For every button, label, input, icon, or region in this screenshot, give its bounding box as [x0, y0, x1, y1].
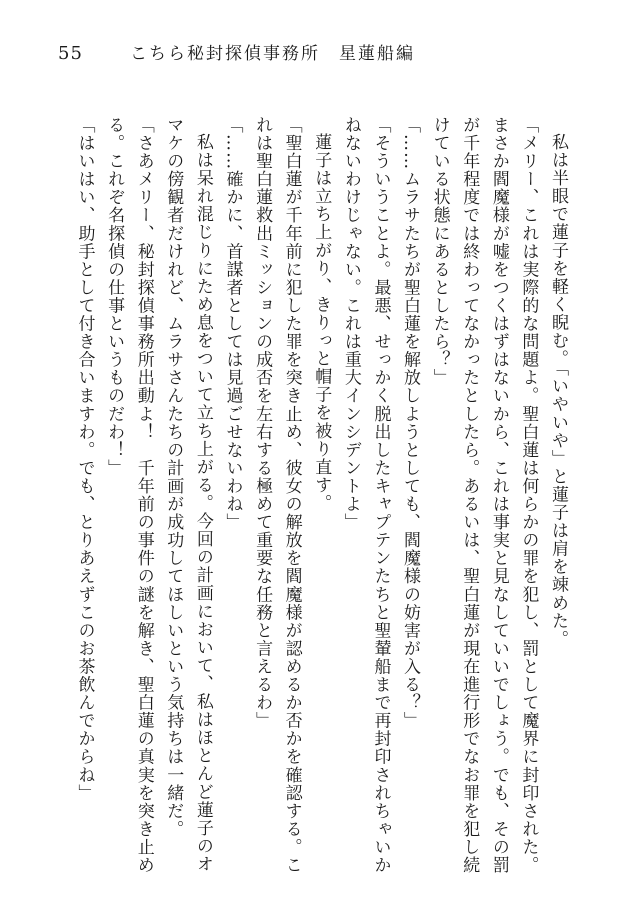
paragraph: 「はいはい、助手として付き合いますわ。でも、とりあえずこのお茶飲んでからね」: [74, 116, 95, 802]
paragraph: 私は半眼で蓮子を軽く睨む。「いやいや」と蓮子は肩を竦めた。: [548, 133, 568, 648]
running-title: こちら秘封探偵事務所 星蓮船編: [130, 44, 415, 64]
paragraph: 蓮子は立ち上がり、きりっと帽子を被り直す。: [311, 133, 332, 513]
paragraph: 「……ムラサたちが聖白蓮を解放しようとしても、閻魔様の妨害が入る？」: [400, 116, 421, 730]
paragraph: 「メリー、これは実際的な問題よ。聖白蓮は何らかの罪を犯し、罰として魔界に封印された。まさか閻魔様が嘘をつくはずはないから、これは事実と見なしていいでしょう。でも、その罰が千年程度では終わってなかったとしたら。あるいは、聖白蓮が現在進行形でなお罪を犯し続けている状態にあるとしたら？」: [429, 116, 539, 875]
paragraph: 「そういうことよ。最悪、せっかく脱出したキャプテンたちと聖輦船まで再封印されちゃいかねないわけじゃない。これは重大インシデントよ」: [340, 116, 391, 875]
page-number: 55: [58, 43, 83, 64]
body-text: [42, 116, 572, 886]
paragraph: 私は呆れ混じりにため息をついて立ち上がる。今回の計画において、私はほとんど蓮子のオマケの傍観者だけれど、ムラサさんたちの計画が成功してほしいという気持ちは一緒だ。: [163, 116, 213, 874]
paragraph: 「聖白蓮が千年前に犯した罪を突き止め、彼女の解放を閻魔様が認めるか否かを確認する。これは聖白蓮救出ミッションの成否を左右する極めて重要な任務と言えるわ」: [252, 116, 302, 875]
paragraph: 「さあメリー、秘封探偵事務所出動よ！ 千年前の事件の謎を解き、聖白蓮の真実を突き止める。これぞ名探偵の仕事というものだわ！」: [104, 116, 154, 875]
paragraph: 「……確かに、首謀者としては見過ごせないわね」: [222, 116, 243, 532]
